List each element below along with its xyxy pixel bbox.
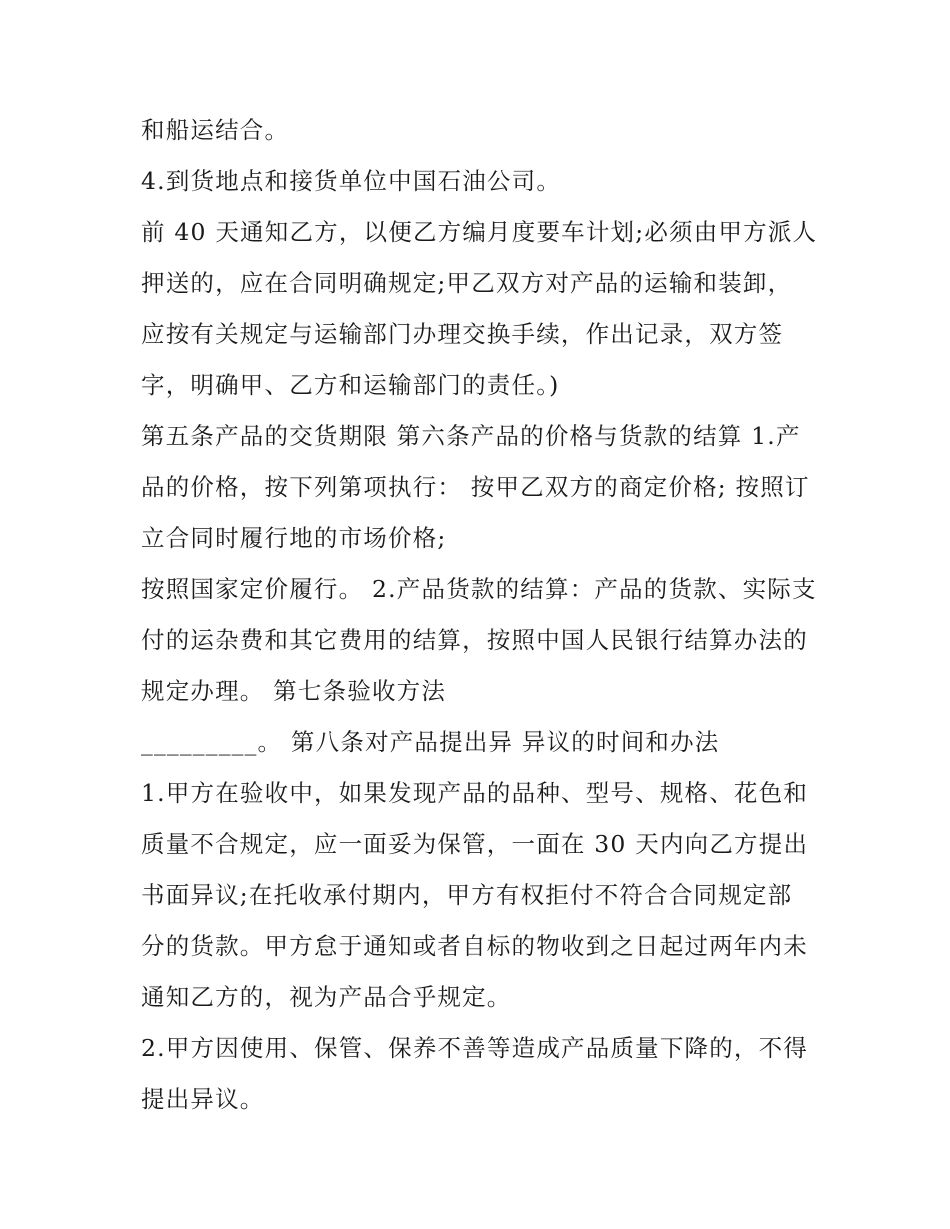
text-line-2: 4.到货地点和接货单位中国石油公司。 — [141, 167, 562, 195]
text-line-3: 前 40 天通知乙方，以便乙方编月度要车计划;必须由甲方派人 — [141, 218, 818, 246]
text-line-7: 第五条产品的交货期限 第六条产品的价格与货款的结算 1.产 — [141, 422, 801, 450]
text-line-19: 2.甲方因使用、保管、保养不善等造成产品质量下降的，不得 — [141, 1034, 809, 1062]
text-line-16: 书面异议;在托收承付期内，甲方有权拒付不符合合同规定部 — [141, 881, 793, 909]
text-line-5: 应按有关规定与运输部门办理交换手续，作出记录，双方签 — [141, 320, 784, 348]
text-line-18: 通知乙方的，视为产品合乎规定。 — [141, 983, 512, 1011]
text-line-17: 分的货款。甲方怠于通知或者自标的物收到之日起过两年内未 — [141, 932, 808, 960]
text-line-12: 规定办理。 第七条验收方法 — [141, 677, 447, 705]
text-line-6: 字，明确甲、乙方和运输部门的责任。) — [141, 371, 560, 399]
text-line-13: _________。 第八条对产品提出异 异议的时间和办法 — [141, 728, 720, 756]
text-line-9: 立合同时履行地的市场价格; — [141, 524, 447, 552]
text-line-15: 质量不合规定，应一面妥为保管，一面在 30 天内向乙方提出 — [141, 830, 809, 858]
text-line-20: 提出异议。 — [141, 1085, 265, 1113]
text-line-8: 品的价格，按下列第项执行： 按甲乙双方的商定价格; 按照订 — [141, 473, 810, 501]
text-line-10: 按照国家定价履行。 2.产品货款的结算：产品的货款、实际支 — [141, 575, 817, 603]
text-line-4: 押送的，应在合同明确规定;甲乙双方对产品的运输和装卸， — [141, 269, 793, 297]
text-line-14: 1.甲方在验收中，如果发现产品的品种、型号、规格、花色和 — [141, 779, 809, 807]
text-line-1: 和船运结合。 — [141, 116, 290, 144]
text-line-11: 付的运杂费和其它费用的结算，按照中国人民银行结算办法的 — [141, 626, 808, 654]
